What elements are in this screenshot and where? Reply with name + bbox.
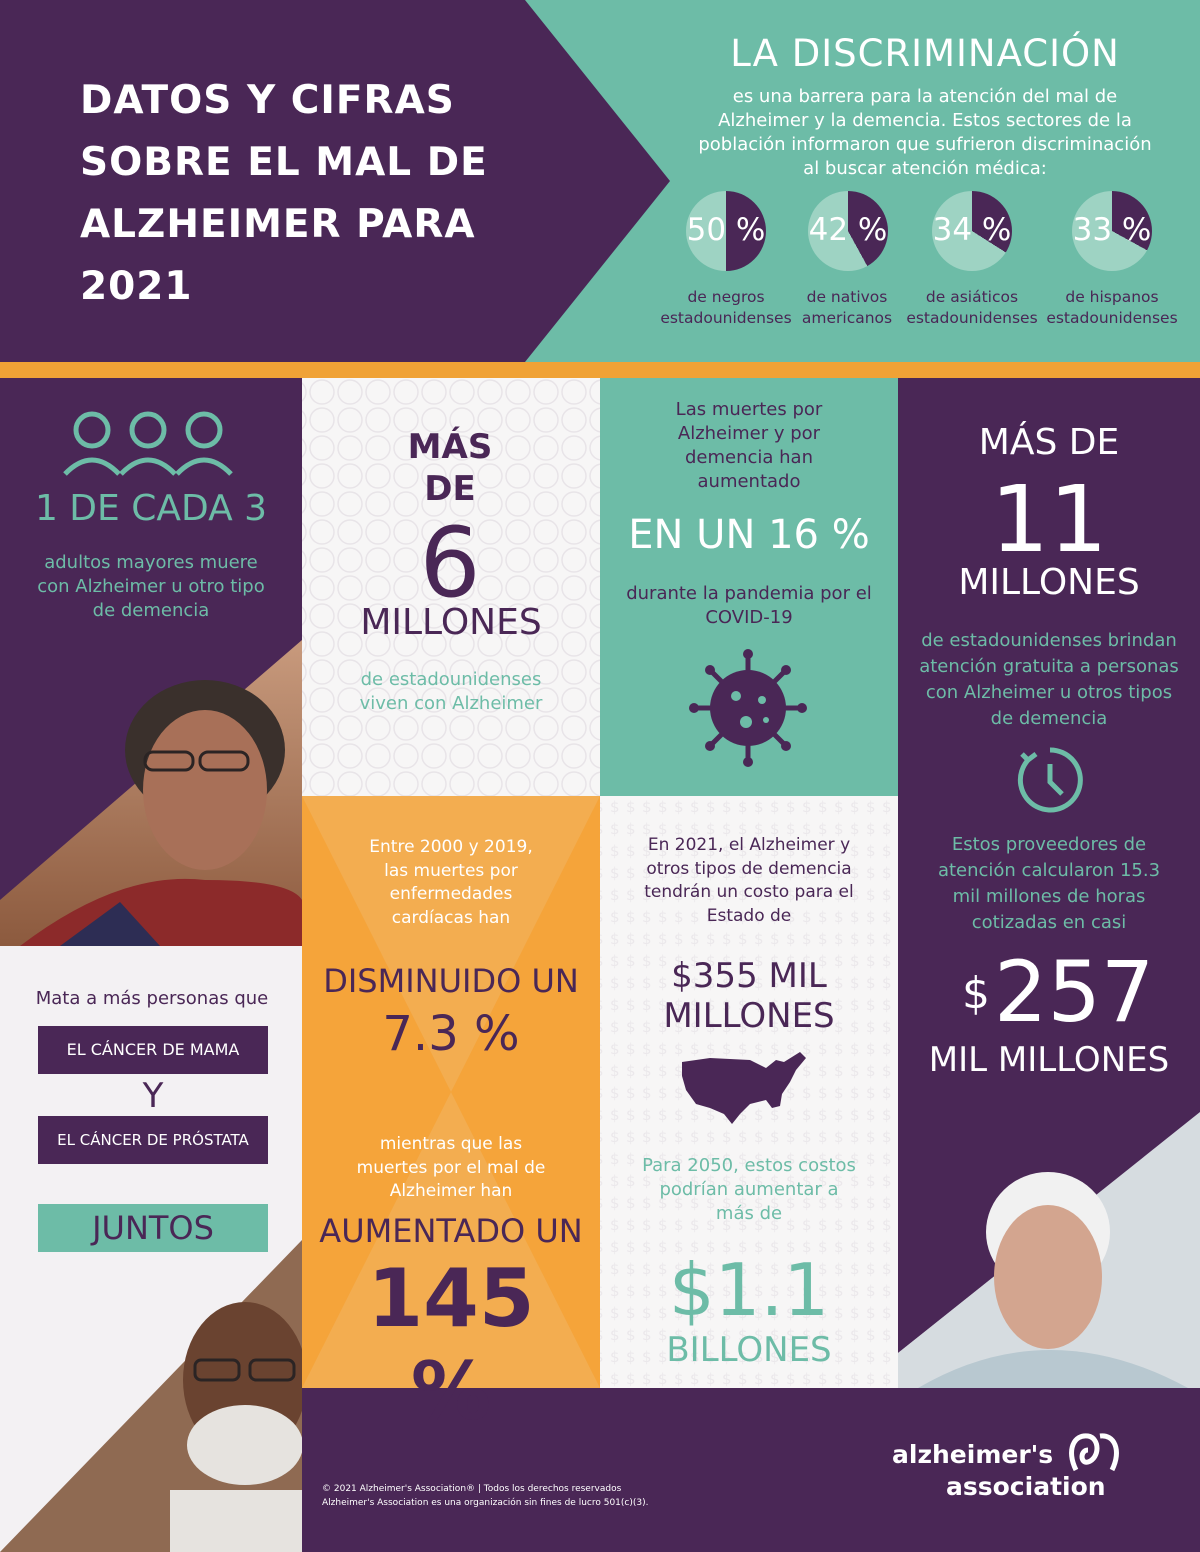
one-in-three-text: adultos mayores muere con Alzheimer u otro tipo de demencia <box>37 552 265 621</box>
decrease-label: DISMINUIDO UN <box>323 962 579 1000</box>
six-million-text: de estadounidenses viven con Alzheimer <box>359 669 543 714</box>
eleven-million-prefix: MÁS DE <box>978 422 1120 463</box>
clock-icon <box>1012 742 1088 818</box>
people-icon <box>62 408 234 478</box>
discrimination-text: es una barrera para la atención del mal de Alzheimer y la demencia. Estos sectores de la población informaron que sufrieron discriminación al buscar atención médica: <box>698 86 1152 179</box>
pandemic-deaths-text: Las muertes por Alzheimer y por demencia han aumentado <box>675 399 823 492</box>
stat-value-4: 33 % <box>1072 212 1152 248</box>
stat-label-1: de negros estadounidenses <box>660 288 792 327</box>
six-million-prefix: MÁS DE <box>407 427 493 509</box>
stat-label-2: de nativos americanos <box>801 288 893 327</box>
prostate-cancer-box: EL CÁNCER DE PRÓSTATA <box>38 1116 268 1164</box>
six-million-unit: MILLONES <box>360 602 542 643</box>
stat-value-2: 42 % <box>808 212 888 248</box>
and-label: Y <box>142 1076 164 1116</box>
virus-icon <box>688 648 808 768</box>
value-unit: MIL MILLONES <box>928 1040 1170 1080</box>
increase-label: AUMENTADO UN <box>319 1212 583 1250</box>
decrease-percent: 7.3 % <box>382 1006 520 1062</box>
pandemic-increase: EN UN 16 % <box>628 512 870 558</box>
stat-value-1: 50 % <box>686 212 766 248</box>
stat-label-4: de hispanos estadounidenses <box>1046 288 1178 327</box>
one-in-three-headline: 1 DE CADA 3 <box>34 488 268 529</box>
nonprofit-text: Alzheimer's Association es una organización sin fines de lucro 501(c)(3). <box>322 1498 649 1508</box>
cost-2050-value: $1.1 <box>668 1248 830 1332</box>
eleven-million-unit: MILLONES <box>958 562 1140 603</box>
logo-line-1: alzheimer's <box>892 1440 1054 1469</box>
increase-percent: 145 % <box>367 1252 535 1438</box>
cost-2050-text: Para 2050, estos costos podrían aumentar a más de <box>642 1155 856 1224</box>
heart-disease-text: Entre 2000 y 2019, las muertes por enfermedades cardíacas han <box>369 837 533 928</box>
older-woman-photo <box>898 1112 1200 1388</box>
stat-label-3: de asiáticos estadounidenses <box>906 288 1038 327</box>
eleven-million-number: 11 <box>990 466 1108 573</box>
hours-text: Estos proveedores de atención calcularon 15.3 mil millones de horas cotizadas en casi <box>937 834 1161 933</box>
value-dollar-sign: $ <box>962 968 990 1019</box>
discrimination-title: LA DISCRIMINACIÓN <box>730 32 1120 75</box>
cost-2021-value: $355 MIL MILLONES <box>663 956 835 1036</box>
alzheimer-deaths-text: mientras que las muertes por el mal de Alzheimer han <box>356 1134 546 1201</box>
usa-map-icon <box>680 1048 810 1128</box>
alzheimers-logo-icon <box>1066 1430 1122 1476</box>
breast-cancer-box: EL CÁNCER DE MAMA <box>38 1026 268 1074</box>
pandemic-text: durante la pandemia por el COVID-19 <box>626 583 872 628</box>
kills-more-intro: Mata a más personas que <box>35 988 269 1009</box>
value-amount: 257 <box>994 943 1155 1041</box>
cost-2050-unit: BILLONES <box>666 1330 832 1370</box>
elder-man-photo <box>0 1240 302 1552</box>
caregivers-text: de estadounidenses brindan atención gratuita a personas con Alzheimer u otros tipos de demencia <box>919 630 1179 729</box>
cost-2021-text: En 2021, el Alzheimer y otros tipos de demencia tendrán un costo para el Estado de <box>644 835 854 926</box>
divider-bar <box>0 362 1200 378</box>
copyright-text: © 2021 Alzheimer's Association® | Todos los derechos reservados <box>322 1484 622 1494</box>
stat-value-3: 34 % <box>932 212 1012 248</box>
logo-line-2: association <box>946 1472 1106 1501</box>
page-title: DATOS Y CIFRAS SOBRE EL MAL DE ALZHEIMER PARA 2021 <box>80 78 488 309</box>
combined-box: JUNTOS <box>38 1204 268 1252</box>
elder-woman-photo <box>0 640 302 946</box>
six-million-number: 6 <box>419 507 481 619</box>
